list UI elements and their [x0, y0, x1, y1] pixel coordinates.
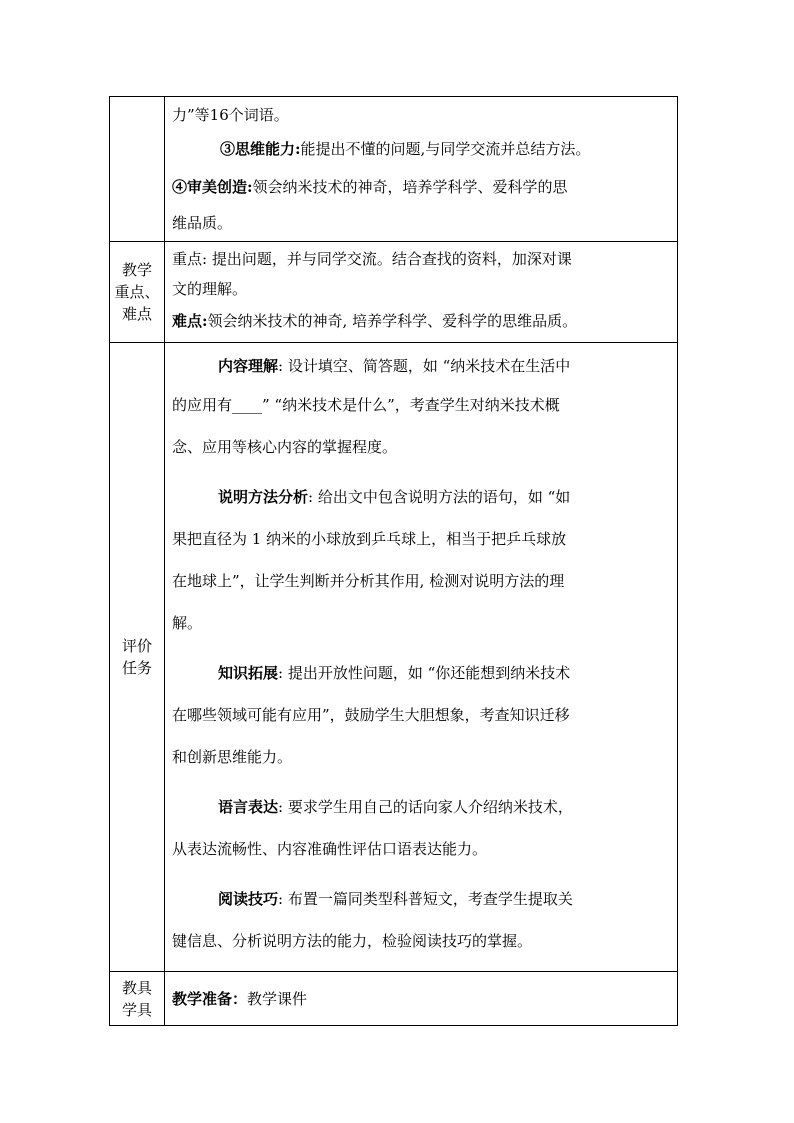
evaluation-tasks-content [165, 343, 678, 972]
task-line: 的应用有____” “纳米技术是什么”，考查学生对纳米技术概 [172, 396, 560, 414]
task-line: 和创新思维能力。 [172, 748, 293, 766]
key-point-line-2: 文的理解。 [172, 280, 248, 298]
lesson-plan-table [109, 96, 678, 1026]
task-explanation-method: 说明方法分析: 给出文中包含说明方法的语句，如 “如 [218, 488, 571, 506]
objective-line-4: 维品质。 [172, 214, 233, 232]
objective-line-aesthetic: ④审美创造:领会纳米技术的神奇，培养学科学、爱科学的思 [172, 178, 568, 196]
task-line: 在哪些领域可能有应用”，鼓励学生大胆想象，考查知识迁移 [172, 706, 570, 724]
objectives-content-cell [165, 97, 678, 242]
teaching-materials-content [165, 972, 678, 1026]
task-line: 解。 [172, 614, 203, 632]
task-content-understanding: 内容理解: 设计填空、简答题，如 “纳米技术在生活中 [218, 357, 571, 375]
task-line: 键信息、分析说明方法的能力，检验阅读技巧的掌握。 [172, 932, 533, 950]
task-reading-skills: 阅读技巧: 布置一篇同类型科普短文，考查学生提取关 [218, 890, 573, 908]
task-line: 在地球上”，让学生判断并分析其作用, 检测对说明方法的理 [172, 572, 565, 590]
objective-line-thinking: ③思维能力:能提出不懂的问题,与同学交流并总结方法。 [220, 140, 591, 158]
objectives-continuation-row [110, 97, 678, 242]
key-points-content [165, 242, 678, 343]
teaching-preparation-heading: 教学准备： [172, 989, 248, 1008]
key-points-row [110, 242, 678, 343]
difficulty-heading: 难点: [172, 312, 208, 330]
aesthetic-creation-heading: ④审美创造: [172, 178, 253, 196]
evaluation-tasks-label: 评价 任务 [110, 343, 165, 972]
task-line: 从表达流畅性、内容准确性评估口语表达能力。 [172, 840, 488, 858]
key-points-label: 教学 重点、 难点 [110, 242, 165, 343]
task-language-expression: 语言表达: 要求学生用自己的话向家人介绍纳米技术， [218, 798, 573, 816]
task-line: 果把直径为 1 纳米的小球放到乒乓球上，相当于把乒乓球放 [172, 530, 567, 548]
difficulty-line: 难点:领会纳米技术的神奇, 培养学科学、爱科学的思维品质。 [172, 312, 578, 330]
task-knowledge-extension: 知识拓展: 提出开放性问题，如 “你还能想到纳米技术 [218, 664, 571, 682]
teaching-materials-label: 教具 学具 [110, 972, 165, 1026]
task-line: 念、应用等核心内容的掌握程度。 [172, 438, 398, 456]
evaluation-tasks-row [110, 343, 678, 972]
objective-line-1: 力”等16个词语。 [172, 106, 289, 124]
key-point-line-1: 重点: 提出问题，并与同学交流。结合查找的资料，加深对课 [172, 250, 572, 268]
objectives-label-cell [110, 97, 165, 242]
teaching-preparation-line: 教学准备：教学课件 [172, 989, 308, 1008]
thinking-ability-heading: ③思维能力: [220, 140, 301, 158]
teaching-materials-row [110, 972, 678, 1026]
